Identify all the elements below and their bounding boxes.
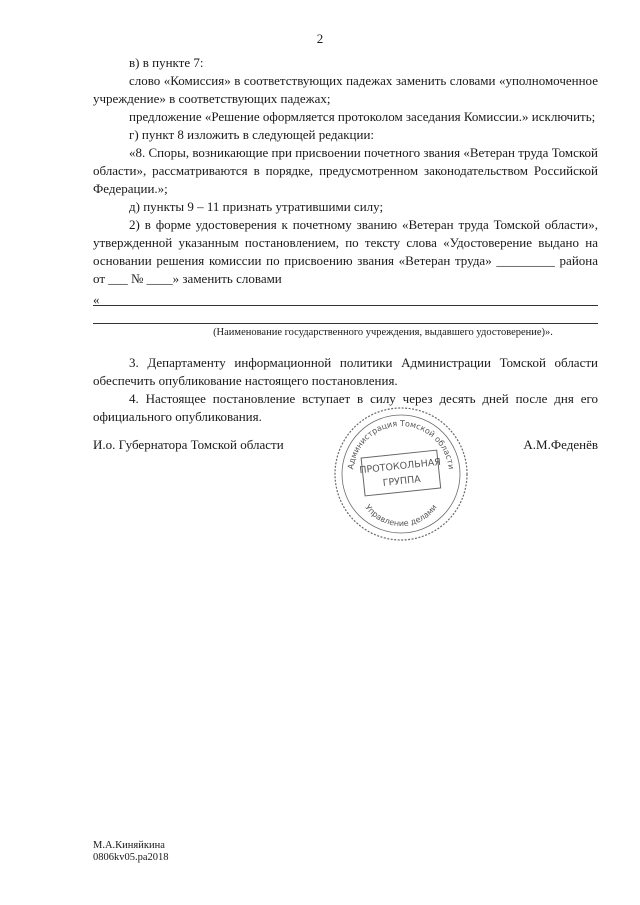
paragraph-publication: 3. Департаменту информационной политики Администрации Томской области обеспечить опубликование настоящего постановления. xyxy=(93,355,598,388)
page-number: 2 xyxy=(316,31,324,46)
signatory-title: И.о. Губернатора Томской области xyxy=(93,437,284,452)
footer-author: М.А.Киняйкина xyxy=(93,840,165,851)
fill-line-caption: (Наименование государственного учреждения, выдавшего удостоверение)». xyxy=(213,327,553,338)
signatory-name: А.М.Феденёв xyxy=(523,437,598,452)
paragraph-exclude-sentence: предложение «Решение оформляется протоколом заседания Комиссии.» исключить; xyxy=(129,109,596,124)
paragraph-certificate-form: 2) в форме удостоверения к почетному званию «Ветеран труда Томской области», утвержденной указанным постановлением, по тексту слова «Удостоверение выдано на основании решения комиссии по присвоению звания «Ветеран труда» _________ района от ___ № ____» заменить словами xyxy=(93,217,598,286)
paragraph-item-v: в) в пункте 7: xyxy=(129,55,204,70)
fill-line-1 xyxy=(93,291,598,306)
seal-ring-top-text: Администрация Томской области xyxy=(346,418,456,470)
paragraph-replace-commission: слово «Комиссия» в соответствующих падежах заменить словами «уполномоченное учреждение» в соответствующих падежах; xyxy=(93,73,598,106)
protocol-seal-stamp xyxy=(331,404,471,544)
seal-ring-bottom-text: Управление делами xyxy=(363,502,439,529)
seal-center-line-1: ПРОТОКОЛЬНАЯ xyxy=(358,456,442,477)
fill-line-2 xyxy=(93,309,598,324)
paragraph-point-8: «8. Споры, возникающие при присвоении почетного звания «Ветеран труда Томской области», рассматриваются в порядке, предусмотренном законодательством Российской Федерации.»; xyxy=(93,145,599,196)
paragraph-item-g: г) пункт 8 изложить в следующей редакции: xyxy=(129,127,375,142)
paragraph-item-d: д) пункты 9 – 11 признать утратившими силу; xyxy=(129,199,384,214)
paragraph-effective-date: 4. Настоящее постановление вступает в силу через десять дней после дня его официального опубликования. xyxy=(93,391,598,424)
document-body xyxy=(93,54,598,426)
seal-center-line-2: ГРУППА xyxy=(382,473,422,489)
document-footer xyxy=(93,840,169,864)
open-quote: « xyxy=(93,292,100,307)
footer-code: 0806kv05.ра2018 xyxy=(93,852,169,863)
